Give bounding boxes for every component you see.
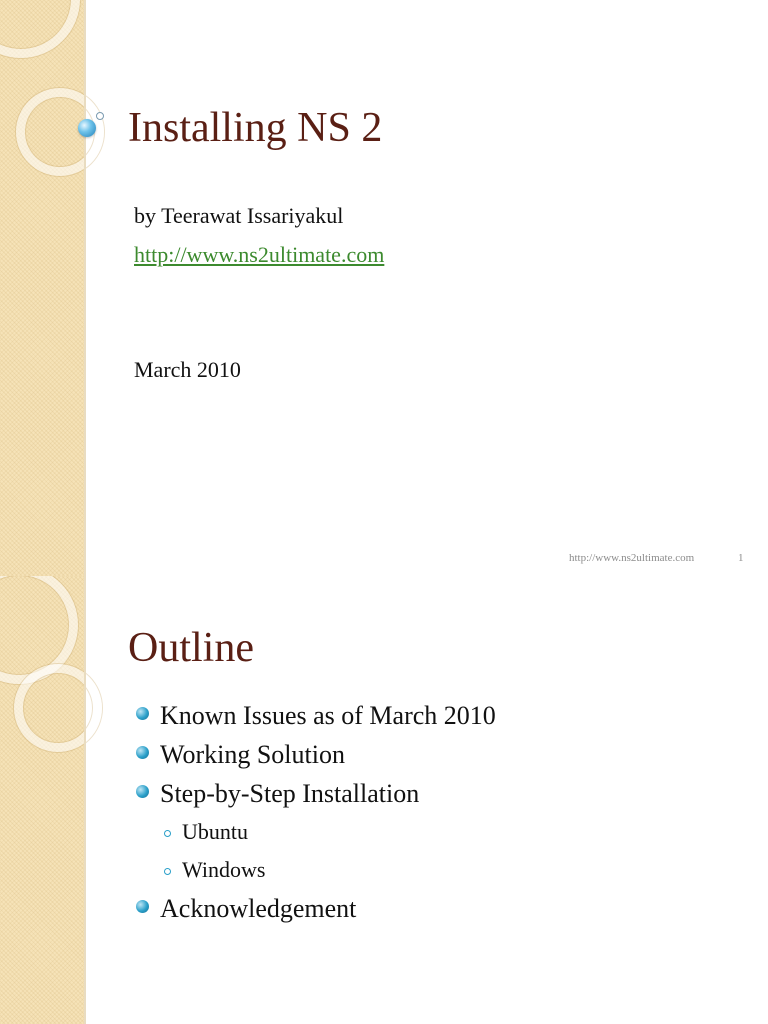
bubble-small-icon [96,112,104,120]
sub-list-item [134,851,496,889]
author-line: by Teerawat Issariyakul [134,203,344,228]
side-band-edge [84,0,86,576]
decorative-side-band [0,576,84,1024]
bullet-text: Acknowledgement [160,894,357,923]
decorative-ring [0,0,80,58]
bullet-dot-icon [136,900,149,913]
hollow-circle-icon [164,868,171,875]
outline-list [134,696,496,928]
hollow-circle-icon [164,830,171,837]
outline-slide [0,576,768,1024]
date-line: March 2010 [134,357,241,382]
sub-bullet-text: Windows [182,857,266,882]
list-item [134,696,496,735]
footer-url: http://www.ns2ultimate.com [569,552,695,564]
bullet-text: Step-by-Step Installation [160,779,420,808]
bullet-text: Known Issues as of March 2010 [160,701,496,730]
slide-title: Outline [128,625,254,671]
bullet-dot-icon [136,746,149,759]
list-item [134,889,496,928]
sub-bullet-text: Ubuntu [182,819,248,844]
bullet-text: Working Solution [160,740,345,769]
bullet-dot-icon [136,785,149,798]
list-item [134,735,496,774]
bubble-orb-icon [78,119,96,137]
website-link[interactable]: http://www.ns2ultimate.com [134,242,385,267]
slide-number: 1 [738,552,744,564]
side-band-edge [84,576,86,1024]
bullet-dot-icon [136,707,149,720]
list-item [134,774,496,813]
sub-list-item [134,813,496,851]
decorative-ring [14,664,102,752]
decorative-side-band [0,0,84,576]
slide-title: Installing NS 2 [128,105,383,151]
